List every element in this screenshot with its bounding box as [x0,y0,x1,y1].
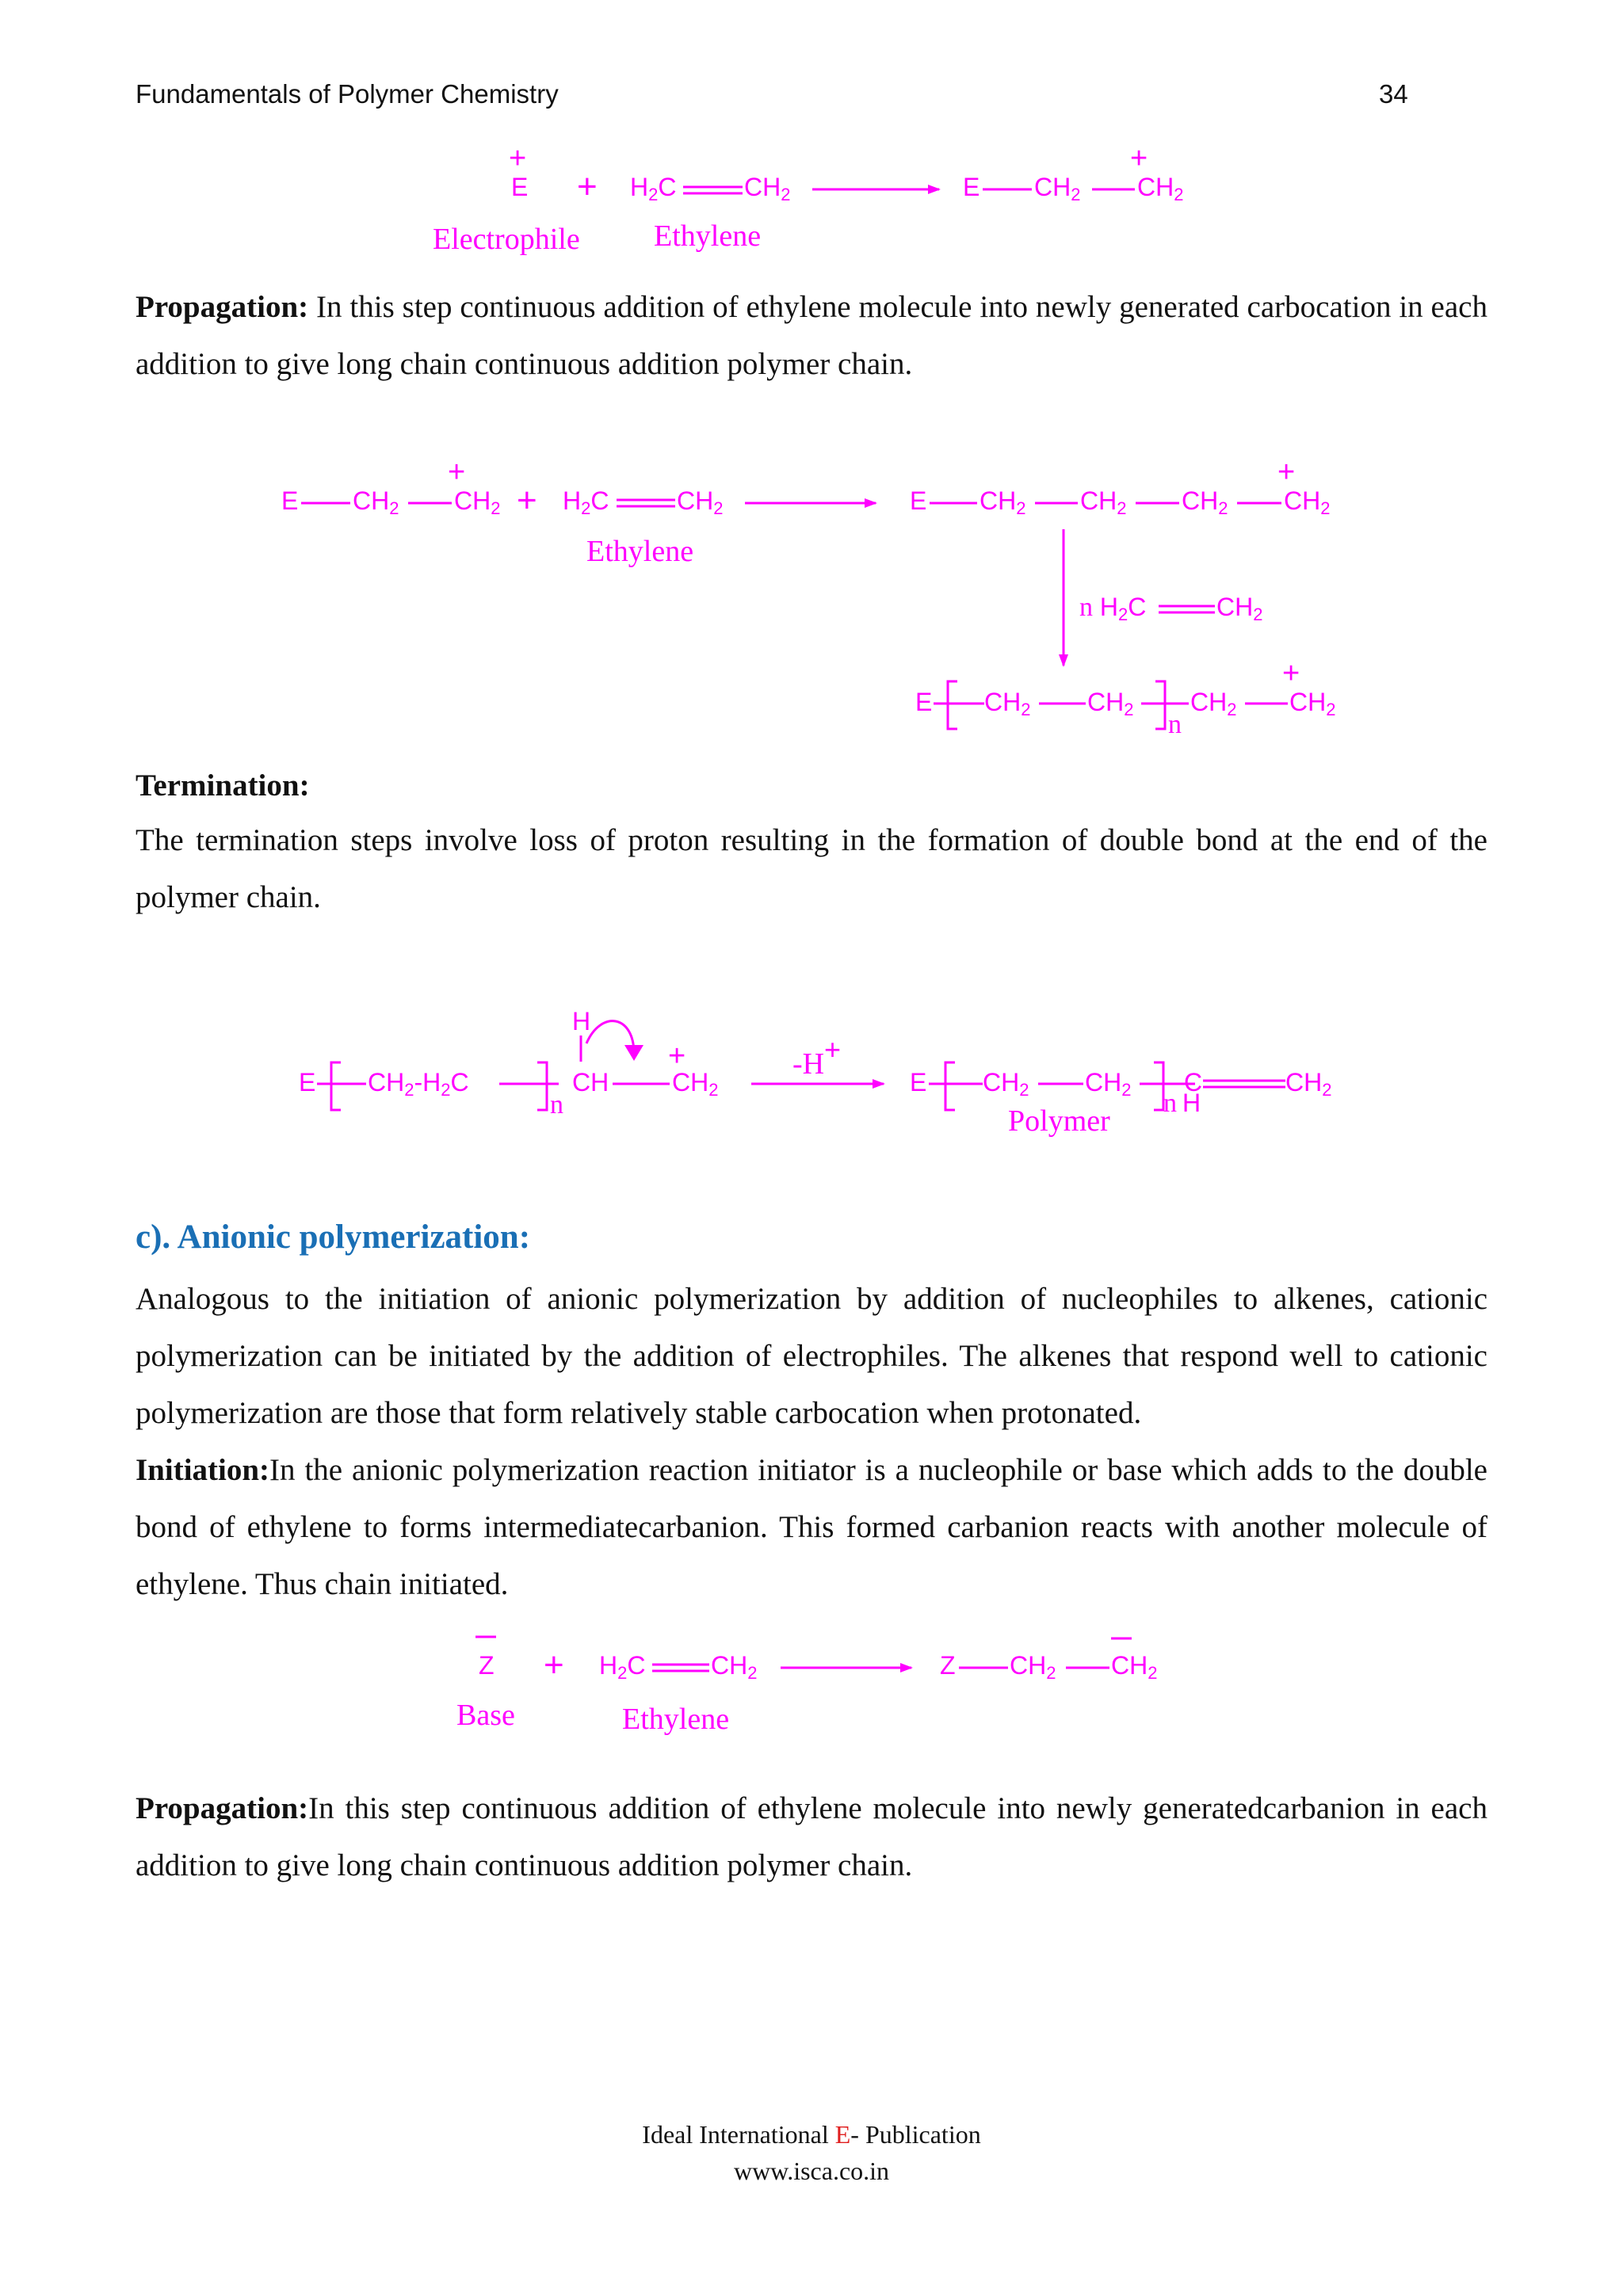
termination-heading: Termination: [136,769,310,803]
propagation-label: Propagation: [136,290,309,324]
svg-text:CH2: CH2 [1284,486,1331,518]
running-header-title: Fundamentals of Polymer Chemistry [136,79,559,109]
svg-text:E: E [511,173,529,201]
svg-text:H2C: H2C [599,1651,646,1683]
svg-text:+: + [517,481,537,520]
svg-text:E: E [910,1068,927,1097]
svg-text:+: + [1282,657,1300,690]
svg-text:H: H [572,1007,591,1035]
footer-publisher-suffix: - Publication [850,2120,981,2149]
svg-text:CH2: CH2 [353,486,399,518]
svg-text:CH2: CH2 [672,1068,719,1100]
anionic-propagation-paragraph [136,1780,1487,1894]
svg-text:CH2: CH2 [983,1068,1029,1100]
svg-text:CH2: CH2 [454,486,501,518]
propagation-text: In this step continuous addition of ethylene molecule into newly generated carbocation in each addition to give long chain continuous addition polymer chain. [136,290,1487,381]
footer-publisher [0,2120,1623,2149]
electrophile-label: Electrophile [433,223,580,256]
svg-text:CH2: CH2 [744,173,791,204]
propagation-paragraph [136,279,1487,393]
svg-text:CH2: CH2 [677,486,724,518]
scheme-termination [0,994,1623,1153]
anionic-propagation-text: In this step continuous addition of ethylene molecule into newly generatedcarbanion in each addition to give long chain continuous addition polymer chain. [136,1791,1487,1882]
termination-reagent: -H [792,1047,825,1081]
svg-text:n: n [550,1090,563,1119]
initiation-label: Initiation: [136,1453,270,1487]
svg-text:CH2: CH2 [984,688,1031,719]
anionic-propagation-label: Propagation: [136,1791,309,1825]
svg-text:CH2: CH2 [1289,688,1336,719]
scheme-electrophile-addition [0,143,1623,269]
termination-paragraph: The termination steps involve loss of proton resulting in the formation of double bond at the end of the polymer chain. [136,823,1487,914]
svg-text:CH2: CH2 [1087,688,1134,719]
svg-text:E: E [281,486,299,515]
svg-text:+: + [577,167,598,206]
svg-text:+: + [509,142,527,175]
svg-text:Z: Z [940,1651,956,1680]
svg-text:CH2: CH2 [1285,1068,1332,1100]
svg-text:CH2: CH2 [1080,486,1127,518]
svg-text:CH2: CH2 [1111,1651,1158,1683]
svg-text:+: + [668,1039,686,1073]
svg-text:n: n [1168,710,1182,739]
svg-text:E: E [299,1068,316,1097]
svg-text:CH2: CH2 [1137,173,1184,204]
initiation-text: In the anionic polymerization reaction initiator is a nucleophile or base which adds to the double bond of ethylene to forms intermediatecarbanion. This formed carbanion reacts with another molecule of ethylene. Thus chain initiated. [136,1453,1487,1601]
svg-text:H2C: H2C [563,486,609,518]
ethylene-label-3: Ethylene [622,1703,730,1736]
svg-text:CH2: CH2 [1216,593,1263,624]
ethylene-label-1: Ethylene [654,219,762,253]
initiation-paragraph [136,1442,1487,1613]
svg-text:C: C [1184,1068,1203,1097]
svg-text:CH2: CH2 [1182,486,1228,518]
svg-text:H: H [1182,1089,1201,1117]
svg-text:E: E [910,486,927,515]
section-heading-anionic: c). Anionic polymerization: [136,1219,531,1256]
svg-text:H2C: H2C [630,173,677,204]
svg-text:CH: CH [572,1068,609,1097]
footer-publisher-accent: E [834,2120,851,2149]
ethylene-label-2: Ethylene [586,535,694,568]
svg-text:CH2: CH2 [1190,688,1237,719]
svg-text:+: + [824,1033,842,1066]
svg-text:Z: Z [479,1651,495,1680]
svg-text:CH2-H2C: CH2-H2C [368,1068,469,1100]
footer-url: www.isca.co.in [733,2157,890,2185]
svg-text:CH2: CH2 [1010,1651,1056,1683]
svg-text:CH2: CH2 [711,1651,758,1683]
svg-text:+: + [1277,456,1296,489]
svg-text:CH2: CH2 [980,486,1026,518]
svg-text:E: E [963,173,980,201]
page-number: 34 [1379,79,1408,109]
scheme-base-addition [0,1616,1623,1751]
svg-text:CH2: CH2 [1034,173,1081,204]
svg-text:n H2C: n H2C [1079,593,1147,624]
anionic-intro-paragraph: Analogous to the initiation of anionic polymerization by addition of nucleophiles to alkenes, cationic polymerization can be initiated by the addition of electrophiles. The alkenes that respond well to cationic polymerization are those that form relatively stable carbocation when protonated. [136,1282,1487,1430]
base-label: Base [456,1699,515,1732]
svg-text:CH2: CH2 [1085,1068,1132,1100]
footer-publisher-prefix: Ideal International [642,2120,835,2149]
svg-text:+: + [448,456,466,489]
scheme-cationic-propagation [0,452,1623,753]
svg-text:+: + [1130,142,1148,175]
svg-text:+: + [544,1646,564,1684]
polymer-label: Polymer [1008,1104,1110,1138]
svg-text:n: n [1163,1089,1177,1118]
svg-text:E: E [915,688,933,716]
